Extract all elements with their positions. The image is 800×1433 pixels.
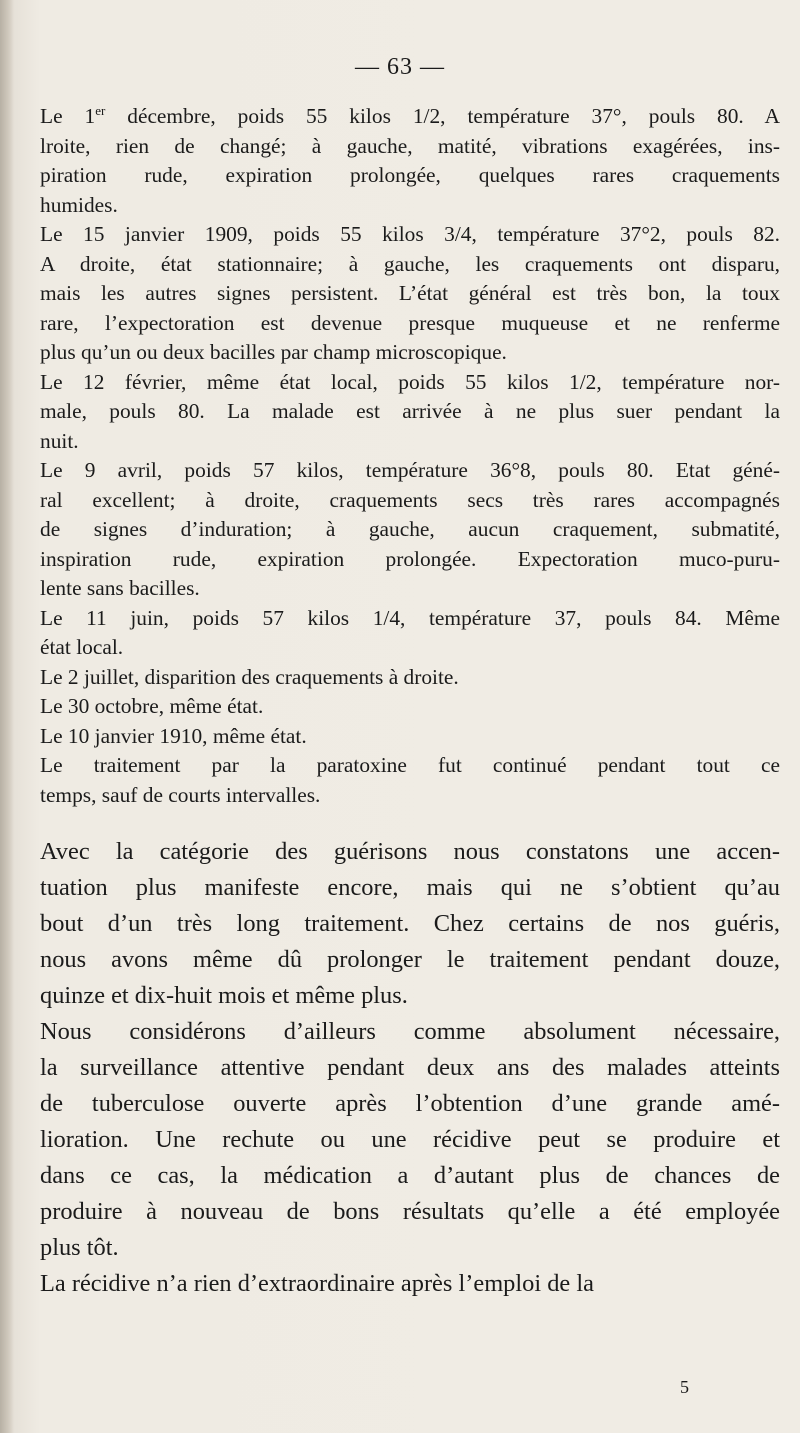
section-gap [40,810,780,834]
text-line: Nous considérons d’ailleurs comme absolument nécessaire, [40,1018,780,1046]
text-line: Le 30 octobre, même état. [40,694,264,719]
text-line: Le 12 février, même état local, poids 55 kilos 1/2, température nor- [40,369,780,394]
text-line: Le 10 janvier 1910, même état. [40,723,307,748]
text-line: Le 11 juin, poids 57 kilos 1/4, température 37, pouls 84. Même [40,605,780,630]
text-line: Le 1er décembre, poids 55 kilos 1/2, température 37°, pouls 80. A [40,103,780,129]
paragraph [40,96,780,220]
text-line: piration rude, expiration prolongée, quelques rares craquements [40,163,780,188]
paragraph [40,834,780,1014]
text-line: état local. [40,635,124,660]
binding-gutter [0,0,14,1433]
text-line: humides. [40,192,118,217]
text-line: Le 9 avril, poids 57 kilos, température 36°8, pouls 80. Etat géné- [40,458,780,483]
signature-mark: 5 [680,1377,689,1397]
page-body [40,96,780,1302]
paragraph [40,663,780,693]
text-line: mais les autres signes persistent. L’état général est très bon, la toux [40,281,780,306]
text-line: Avec la catégorie des guérisons nous constatons une accen- [40,838,780,866]
text-line: plus tôt. [40,1234,119,1262]
paragraph [40,368,780,457]
text-line: lente sans bacilles. [40,576,200,601]
paragraph [40,456,780,604]
text-line: ral excellent; à droite, craquements secs très rares accompagnés [40,487,780,512]
text-line: Le 15 janvier 1909, poids 55 kilos 3/4, température 37°2, pouls 82. [40,222,780,247]
text-line: temps, sauf de courts intervalles. [40,782,321,807]
text-line: inspiration rude, expiration prolongée. Expectoration muco-puru- [40,546,780,571]
paragraph [40,1266,780,1302]
text-line: bout d’un très long traitement. Chez certains de nos guéris, [40,910,780,938]
paragraph [40,722,780,752]
text-line: dans ce cas, la médication a d’autant plus de chances de [40,1162,780,1190]
paragraph [40,751,780,810]
text-line: nuit. [40,428,79,453]
discussion-text [40,834,780,1302]
text-line: de signes d’induration; à gauche, aucun craquement, submatité, [40,517,780,542]
text-line: plus qu’un ou deux bacilles par champ microscopique. [40,340,507,365]
text-line: de tuberculose ouverte après l’obtention d’une grande amé- [40,1090,780,1118]
text-line: A droite, état stationnaire; à gauche, les craquements ont disparu, [40,251,780,276]
text-line: nous avons même dû prolonger le traitement pendant douze, [40,946,780,974]
text-line: lroite, rien de changé; à gauche, matité, vibrations exagérées, ins- [40,133,780,158]
paragraph [40,604,780,663]
paragraph [40,1014,780,1266]
text-line: rare, l’expectoration est devenue presque muqueuse et ne renferme [40,310,780,335]
paragraph [40,220,780,368]
text-line: male, pouls 80. La malade est arrivée à ne plus suer pendant la [40,399,780,424]
case-notes [40,96,780,810]
text-line: la surveillance attentive pendant deux ans des malades atteints [40,1054,780,1082]
paragraph [40,692,780,722]
text-line: quinze et dix-huit mois et même plus. [40,982,408,1010]
text-line: tuation plus manifeste encore, mais qui ne s’obtient qu’au [40,874,780,902]
text-line: lioration. Une rechute ou une récidive peut se produire et [40,1126,780,1154]
text-line: Le traitement par la paratoxine fut continué pendant tout ce [40,753,780,778]
page-number: — 63 — [355,54,445,80]
text-line: produire à nouveau de bons résultats qu’elle a été employée [40,1198,780,1226]
text-line: La récidive n’a rien d’extraordinaire après l’emploi de la [40,1270,594,1298]
text-line: Le 2 juillet, disparition des craquements à droite. [40,664,459,689]
